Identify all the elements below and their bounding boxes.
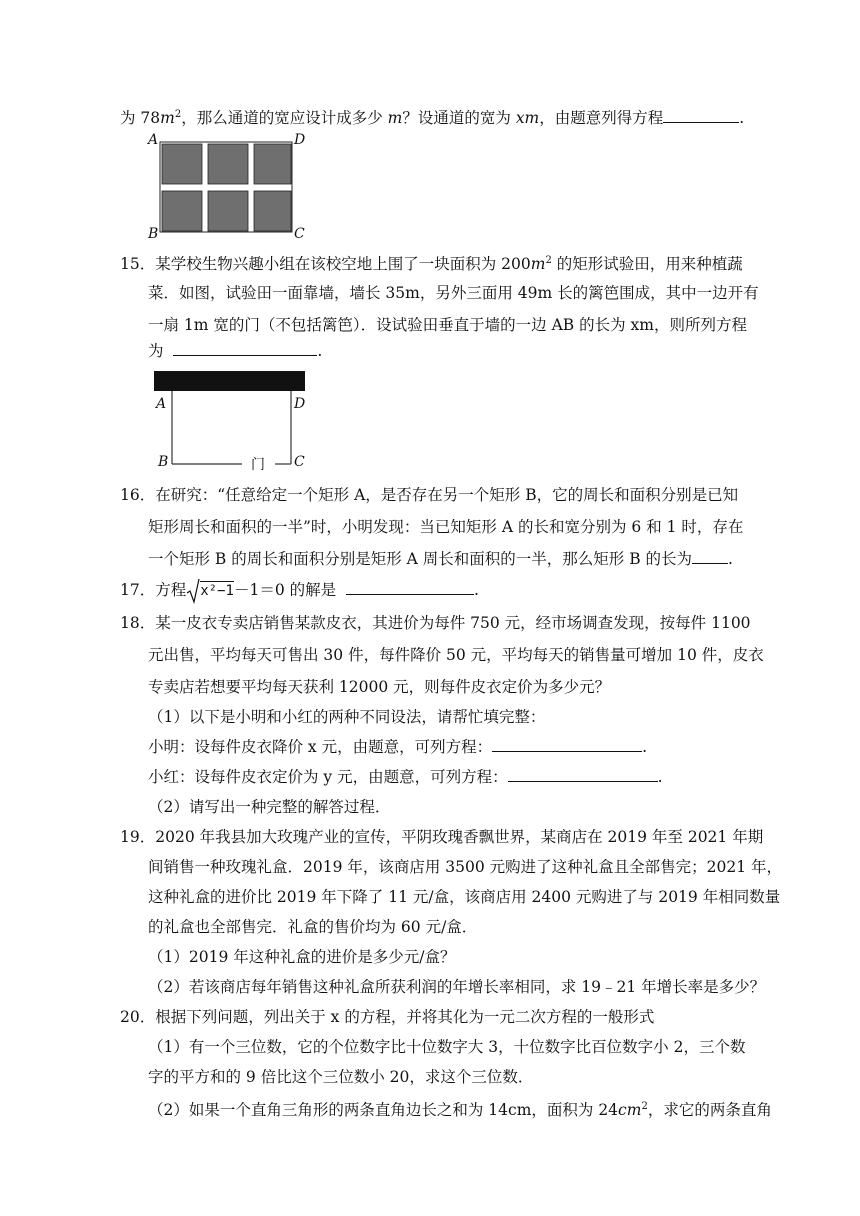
fig1-label-c: C [294,226,305,242]
q15-line-4 [148,340,322,362]
fig1-plot-6 [254,191,291,231]
q18-xiaohong-blank[interactable] [508,766,658,782]
q15-line-3: 一扇 1m 宽的门（不包括篱笆）．设试验田垂直于墙的一边 AB 的长为 xm，则所列方程 [148,316,747,334]
q18-text: 小红：设每件皮衣定价为 y 元，由题意，可列方程： [148,768,508,786]
q17-radical [186,578,234,604]
q17-number: 17． [120,581,156,599]
fig2-label-d: D [294,396,306,412]
fig2-door-label: 门 [251,457,265,473]
fig1-label-a: A [148,132,159,148]
q20-part-1b: 字的平方和的 9 倍比这个三位数小 20，求这个三位数． [148,1068,534,1086]
q19-part-2: （2）若该商店每年销售这种礼盒所获利润的年增长率相同，求 19﹣21 年增长率是多少？ [148,978,766,996]
q18-line-2: 元出售，平均每天可售出 30 件，每件降价 50 元，平均每天的销售量可增加 10 件，皮衣 [148,646,764,664]
fig1-label-b: B [148,226,159,242]
q14-line [120,104,744,129]
q19-line-2: 间销售一种玫瑰礼盒．2019 年，该商店用 3500 元购进了这种礼盒且全部售完；2021 年， [148,858,783,876]
q20-line-1 [120,1006,654,1028]
q19-number: 19． [120,828,156,846]
q17-radicand: x²−1 [200,583,234,599]
q15-text: 为 [148,342,164,360]
fig1-plot-5 [208,191,248,231]
sqrt-sign-icon [186,578,200,604]
q19-part-1: （1）2019 年这种礼盒的进价是多少元/盒？ [148,948,456,966]
q16-period: . [728,550,733,568]
q15-number: 15． [120,255,156,274]
q14-period: . [739,109,745,128]
q14-answer-blank[interactable] [663,107,739,123]
q18-line-1 [120,612,751,634]
fig1-plot-1 [162,144,202,184]
q20-number: 20． [120,1008,156,1026]
q16-line-1 [120,484,738,506]
fig1-plot-2 [208,144,248,184]
q14-text: ，由题意列得方程 [539,109,664,128]
q18-text: 某一皮衣专卖店销售某款皮衣，其进价为每件 750 元，经市场调查发现，按每件 1100 [155,614,751,632]
q20-text: ，求它的两条直角 [647,1101,772,1120]
q14-sup: 2 [174,109,182,120]
q16-line-3 [148,548,733,570]
q18-part-2: （2）请写出一种完整的解答过程． [148,798,391,816]
q20-part-1a: （1）有一个三位数，它的个位数字比十位数字大 3，十位数字比百位数字小 2，三个数 [148,1038,746,1056]
q17-text: 方程 [155,581,187,599]
q18-line-3: 专卖店若想要平均每天获利 12000 元，则每件皮衣定价为多少元？ [148,678,611,696]
q18-xiaoming-blank[interactable] [492,736,642,752]
q19-line-1 [120,826,763,848]
fig2-label-a: A [156,396,167,412]
q18-xiaohong [148,766,663,788]
q18-part-1: （1）以下是小明和小红的两种不同设法，请帮忙填完整： [148,708,546,726]
q18-period: . [642,738,648,756]
q19-text: 2020 年我县加大玫瑰产业的宣传，平阴玫瑰香飘世界，某商店在 2019 年至 2021 年期 [155,828,764,846]
fig1-label-d: D [294,132,306,148]
q19-line-3: 这种礼盒的进价比 2019 年下降了 11 元/盒，该商店用 2400 元购进了与 2019 年相同数量 [148,888,781,906]
q15-answer-blank[interactable] [173,340,317,356]
q20-sup: 2 [641,1101,648,1112]
q14-unit: m [160,109,175,128]
q16-text: 在研究：“任意给定一个矩形 A，是否存在另一个矩形 B，它的周长和面积分别是已知 [155,486,739,504]
figure-garden-cross [146,132,306,242]
fig2-label-c: C [294,454,305,470]
q15-line-1 [120,250,743,275]
fig1-plot-4 [162,191,202,231]
fig2-wall [154,371,305,391]
q15-line-2: 菜．如图，试验田一面靠墙，墙长 35m，另外三面用 49m 长的篱笆围成，其中一边开有 [148,284,759,302]
fig2-svg [150,368,310,478]
q18-period: . [657,768,663,786]
q20-part-2 [148,1096,772,1121]
q16-number: 16． [120,486,156,504]
q14-text: ？设通道的宽为 [402,109,516,128]
q15-text: 某学校生物兴趣小组在该校空地上围了一块面积为 200 [155,255,531,274]
q18-number: 18． [120,614,156,632]
q16-text: 一个矩形 B 的周长和面积分别是矩形 A 周长和面积的一半，那么矩形 B 的长为 [148,550,693,568]
q15-text: 的矩形试验田，用来种植蔬 [551,255,743,274]
figure-wall-garden [150,368,310,478]
fig1-svg [146,132,306,242]
q17-line [120,578,479,604]
q16-answer-blank[interactable] [692,548,728,564]
q20-text: 根据下列问题，列出关于 x 的方程，并将其化为一元二次方程的一般形式 [155,1008,655,1026]
q17-answer-blank[interactable] [346,579,474,595]
q14-var: xm [515,109,540,128]
q15-sup: 2 [545,255,552,266]
q17-text: －1＝0 的解是 [233,581,337,599]
q18-xiaoming [148,736,647,758]
q18-text: 小明：设每件皮衣降价 x 元，由题意，可列方程： [148,738,493,756]
q20-unit: cm [618,1101,642,1120]
q14-text: 为 78 [120,109,161,128]
q14-unit: m [387,109,403,128]
fig1-plot-3 [254,144,291,184]
q15-unit: m [530,255,546,274]
fig2-label-b: B [158,454,169,470]
q19-line-4: 的礼盒也全部售完．礼盒的售价均为 60 元/盒． [148,918,478,936]
q17-period: . [473,581,479,599]
q15-period: . [317,342,323,360]
q16-line-2: 矩形周长和面积的一半”时，小明发现：当已知矩形 A 的长和宽分别为 6 和 1 时，存在 [148,518,744,536]
q14-text: ，那么通道的宽应设计成多少 [181,109,388,128]
q20-text: （2）如果一个直角三角形的两条直角边长之和为 14cm，面积为 24 [148,1101,619,1120]
